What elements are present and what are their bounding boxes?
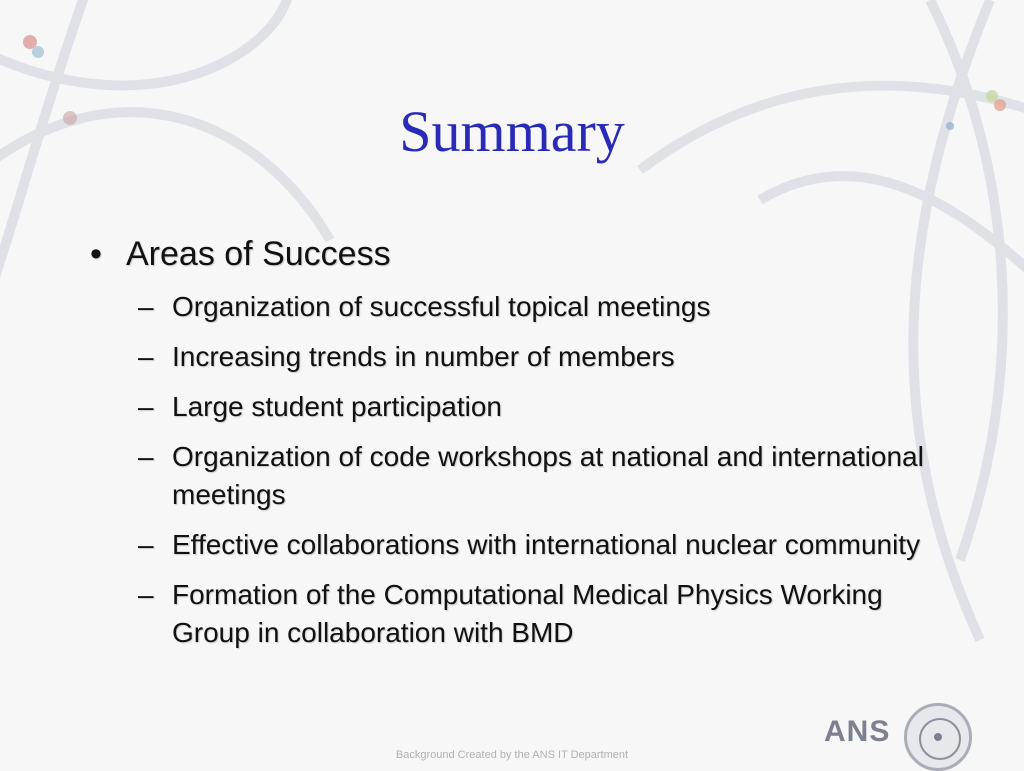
sub-bullet-item (90, 288, 930, 326)
sub-bullet-dash: – (138, 291, 154, 322)
sub-bullet-item (90, 576, 930, 652)
sub-bullet-item (90, 438, 930, 514)
particle-2 (32, 46, 44, 58)
bullet-dot: • (90, 235, 102, 273)
bullet-text: Areas of Success (126, 235, 391, 273)
sub-bullet-dash: – (138, 529, 154, 560)
slide-title: Summary (399, 99, 625, 164)
sub-bullet-list (90, 288, 930, 652)
sub-bullet-text: Increasing trends in number of members (172, 341, 675, 372)
sub-bullet-dash: – (138, 391, 154, 422)
orbit-line-7 (930, 0, 1003, 560)
sub-bullet-dash: – (138, 341, 154, 372)
logo-text: ANS (824, 715, 891, 748)
sub-bullet-item (90, 338, 930, 376)
sub-bullet-dash: – (138, 579, 154, 610)
sub-bullet-text: Organization of code workshops at national and international meetings (172, 441, 924, 510)
sub-bullet-item (90, 388, 930, 426)
slide-body (90, 234, 930, 664)
bullet-areas-of-success (90, 234, 930, 274)
background-credit: Background Created by the ANS IT Department (395, 749, 629, 761)
orbit-line-1 (0, 0, 290, 85)
seal-center (934, 733, 942, 741)
sub-bullet-text: Large student participation (172, 391, 502, 422)
sub-bullet-dash: – (138, 441, 154, 472)
sub-bullet-item (90, 526, 930, 564)
sub-bullet-text: Organization of successful topical meetings (172, 291, 711, 322)
sub-bullet-text: Formation of the Computational Medical Physics Working Group in collaboration with BMD (172, 579, 883, 648)
sub-bullet-text: Effective collaborations with international nuclear community (172, 529, 921, 560)
